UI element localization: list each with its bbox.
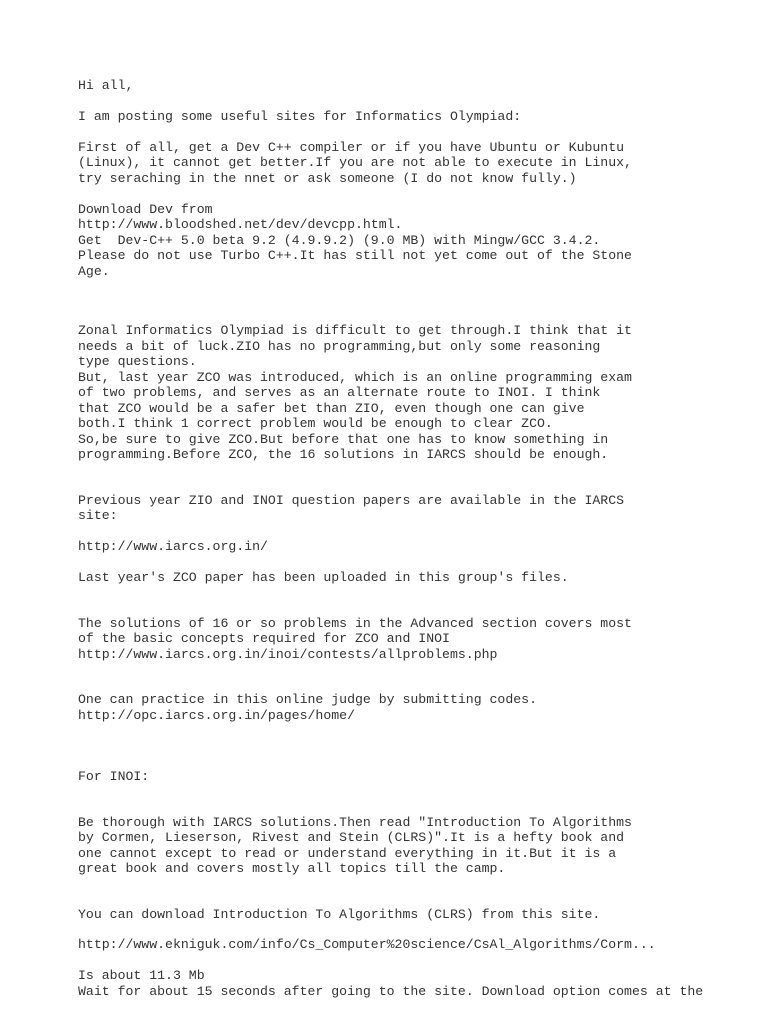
text-line: Get Dev-C++ 5.0 beta 9.2 (4.9.9.2) (9.0 MB) with Mingw/GCC 3.4.2. [78, 233, 601, 248]
text-line: by Cormen, Lieserson, Rivest and Stein (CLRS)".It is a hefty book and [78, 830, 625, 845]
text-line: that ZCO would be a safer bet than ZIO, even though one can give [78, 401, 585, 416]
url-text: http://opc.iarcs.org.in/pages/home/ [78, 708, 355, 723]
text-line: programming.Before ZCO, the 16 solutions in IARCS should be enough. [78, 447, 609, 462]
url-text: http://www.ekniguk.com/info/Cs_Computer%20science/CsAl_Algorithms/Corm... [78, 937, 656, 952]
text-line: Wait for about 15 seconds after going to the site. Download option comes at the [78, 984, 704, 999]
text-line: I am posting some useful sites for Informatics Olympiad: [78, 109, 522, 124]
text-line: needs a bit of luck.ZIO has no programming,but only some reasoning [78, 339, 601, 354]
text-line: Age. [78, 264, 110, 279]
text-line: type questions. [78, 354, 197, 369]
url-text: http://www.iarcs.org.in/ [78, 539, 268, 554]
text-line: of the basic concepts required for ZCO and INOI [78, 631, 450, 646]
text-line: great book and covers mostly all topics till the camp. [78, 861, 506, 876]
text-line: Be thorough with IARCS solutions.Then read "Introduction To Algorithms [78, 815, 632, 830]
text-line: The solutions of 16 or so problems in the Advanced section covers most [78, 616, 632, 631]
url-text: http://www.iarcs.org.in/inoi/contests/allproblems.php [78, 647, 498, 662]
text-line: Please do not use Turbo C++.It has still not yet come out of the Stone [78, 248, 632, 263]
text-line: (Linux), it cannot get better.If you are not able to execute in Linux, [78, 155, 632, 170]
section-heading: For INOI: [78, 769, 150, 784]
text-line: Download Dev from [78, 202, 213, 217]
text-line: one cannot except to read or understand everything in it.But it is a [78, 846, 617, 861]
text-line: Last year's ZCO paper has been uploaded in this group's files. [78, 570, 569, 585]
text-line: First of all, get a Dev C++ compiler or if you have Ubuntu or Kubuntu [78, 140, 625, 155]
text-line: You can download Introduction To Algorithms (CLRS) from this site. [78, 907, 601, 922]
text-line: Hi all, [78, 78, 134, 93]
text-line: But, last year ZCO was introduced, which is an online programming exam [78, 370, 632, 385]
text-line: One can practice in this online judge by submitting codes. [78, 692, 537, 707]
text-line: Zonal Informatics Olympiad is difficult to get through.I think that it [78, 323, 632, 338]
text-line: both.I think 1 correct problem would be enough to clear ZCO. [78, 416, 553, 431]
text-line: Is about 11.3 Mb [78, 968, 205, 983]
text-line: Previous year ZIO and INOI question papers are available in the IARCS [78, 493, 625, 508]
text-line: http://www.bloodshed.net/dev/devcpp.html. [78, 217, 403, 232]
text-line: try seraching in the nnet or ask someone (I do not know fully.) [78, 171, 577, 186]
text-line: So,be sure to give ZCO.But before that one has to know something in [78, 432, 609, 447]
text-line: site: [78, 508, 118, 523]
text-line: of two problems, and serves as an alternate route to INOI. I think [78, 385, 601, 400]
